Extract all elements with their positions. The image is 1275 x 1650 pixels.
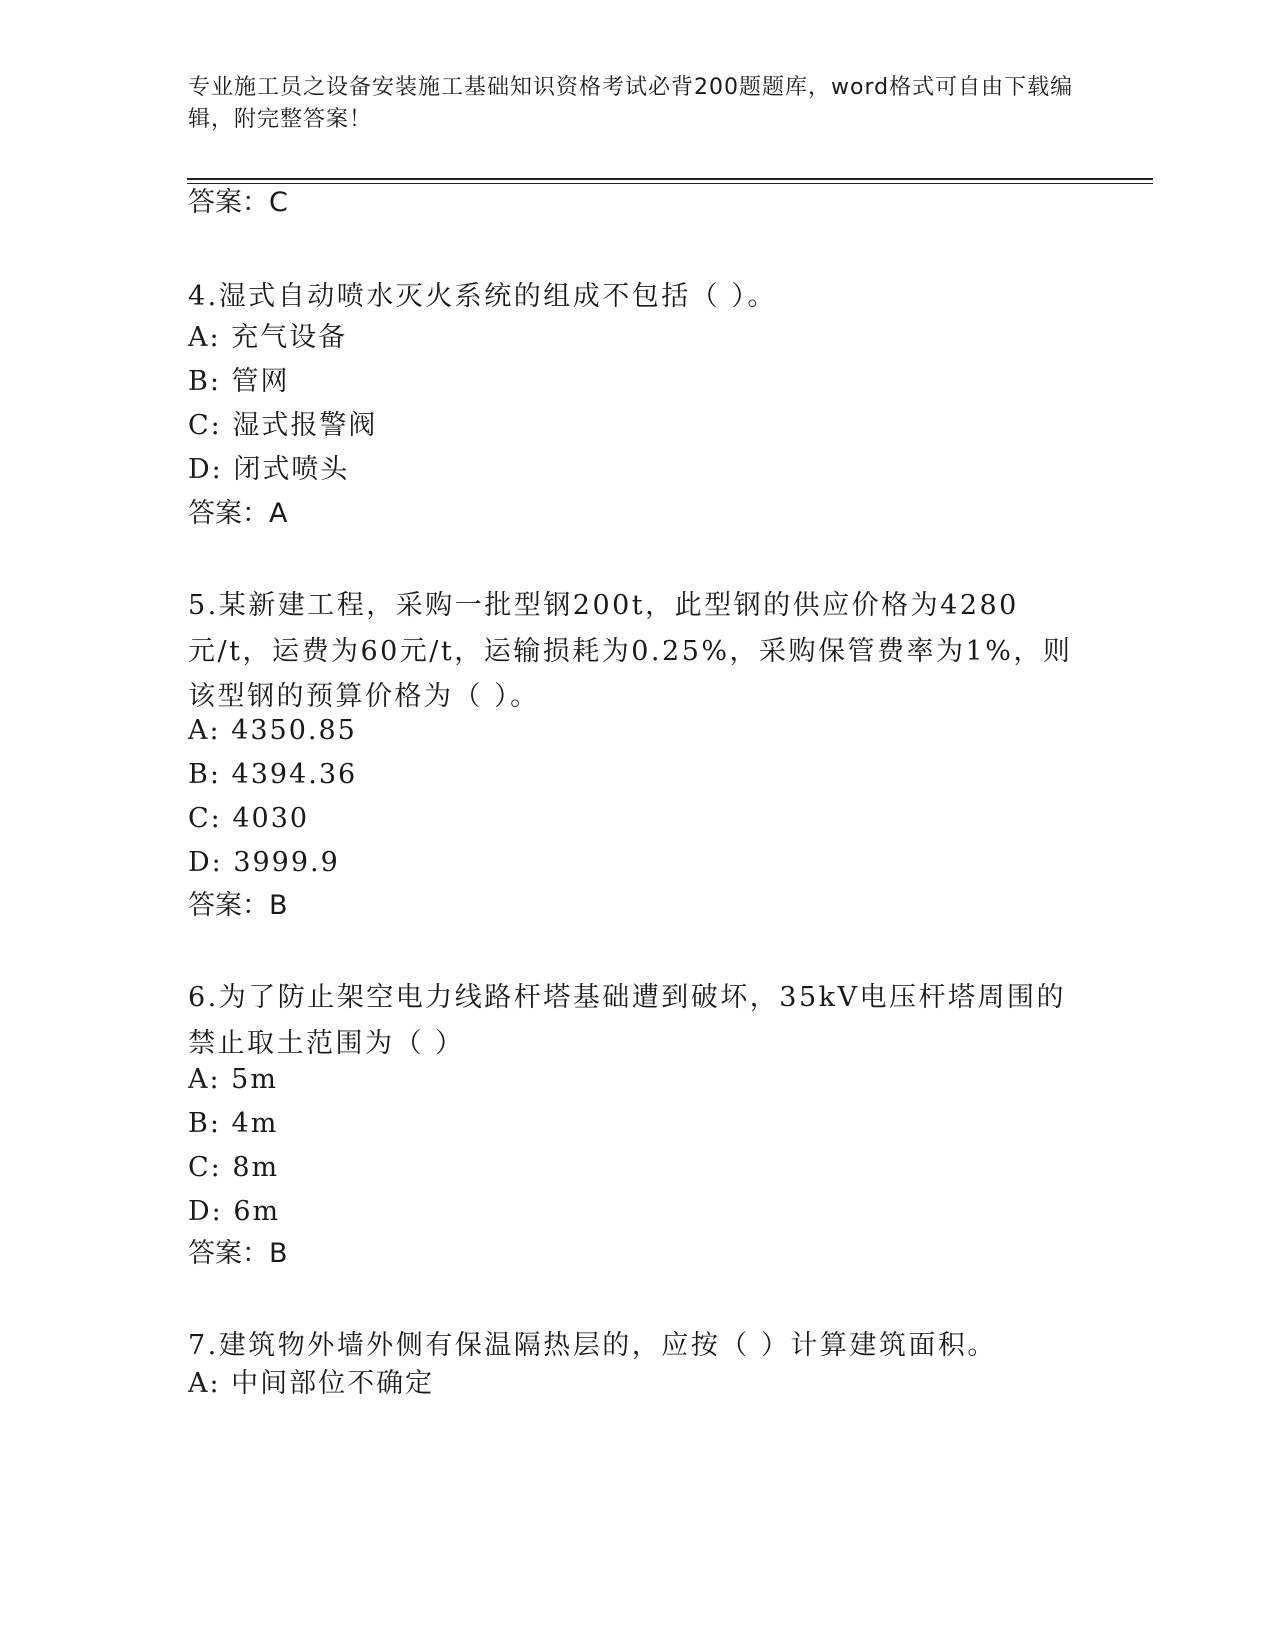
question-6-option-b: B: 4m — [188, 1108, 279, 1139]
question-6-option-c: C: 8m — [188, 1152, 280, 1183]
answer-previous: 答案：C — [188, 187, 288, 218]
question-6-answer: 答案：B — [188, 1238, 288, 1269]
question-6-option-d: D: 6m — [188, 1196, 281, 1227]
header-divider — [187, 178, 1153, 180]
document-header: 专业施工员之设备安装施工基础知识资格考试必背200题题库，word格式可自由下载编辑，附完整答案！ — [188, 75, 1074, 132]
question-5-option-a: A: 4350.85 — [188, 715, 357, 746]
question-4: 4.湿式自动喷水灭火系统的组成不包括（ ）。 — [188, 281, 777, 312]
header-divider-thin — [187, 183, 1153, 184]
question-5: 5.某新建工程，采购一批型钢200t，此型钢的供应价格为4280元/t，运费为60元/t，运输损耗为0.25%，采购保管费率为1%，则该型钢的预算价格为（ ）。 — [188, 590, 1073, 712]
question-4-option-d: D: 闭式喷头 — [188, 454, 350, 485]
question-4-option-b: B: 管网 — [188, 366, 290, 397]
question-4-answer: 答案：A — [188, 498, 288, 529]
question-4-option-a: A: 充气设备 — [188, 322, 348, 353]
question-5-option-b: B: 4394.36 — [188, 759, 358, 790]
question-7: 7.建筑物外墙外侧有保温隔热层的，应按（ ）计算建筑面积。 — [188, 1330, 997, 1361]
question-4-option-c: C: 湿式报警阀 — [188, 410, 378, 441]
question-6-option-a: A: 5m — [188, 1064, 278, 1095]
question-6: 6.为了防止架空电力线路杆塔基础遭到破坏，35kV电压杆塔周围的禁止取土范围为（ ） — [188, 982, 1066, 1059]
question-5-option-d: D: 3999.9 — [188, 847, 340, 878]
question-5-answer: 答案：B — [188, 890, 288, 921]
question-7-option-a: A: 中间部位不确定 — [188, 1368, 435, 1399]
question-5-option-c: C: 4030 — [188, 803, 310, 834]
